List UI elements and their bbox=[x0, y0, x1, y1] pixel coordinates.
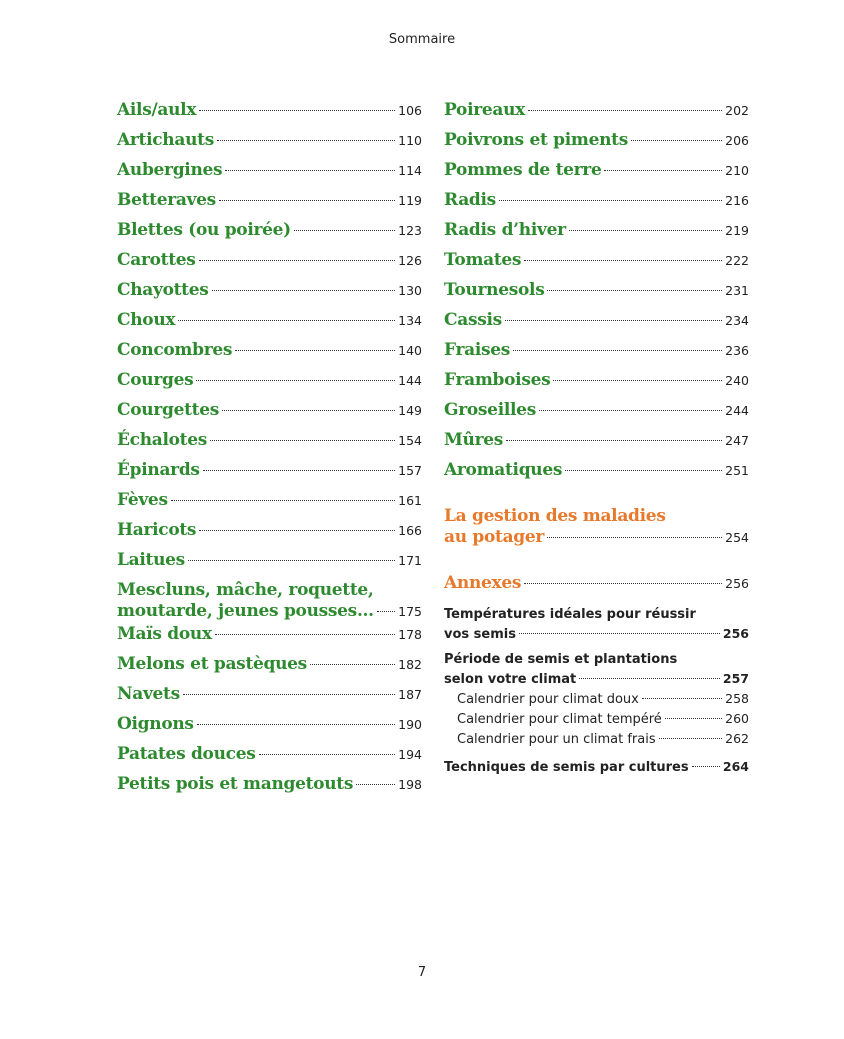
leader-dots bbox=[499, 200, 722, 201]
toc-entry-page: 231 bbox=[725, 283, 749, 298]
toc-entry-page: 123 bbox=[398, 223, 422, 238]
leader-dots bbox=[665, 718, 722, 719]
toc-entry-page: 219 bbox=[725, 223, 749, 238]
toc-entry[interactable] bbox=[444, 220, 749, 250]
toc-entry[interactable] bbox=[117, 400, 422, 430]
toc-entry[interactable] bbox=[117, 160, 422, 190]
toc-entry[interactable] bbox=[117, 310, 422, 340]
toc-entry-annexes[interactable] bbox=[444, 573, 749, 603]
toc-entry-title: Tomates bbox=[444, 250, 522, 270]
toc-sub-title: Techniques de semis par cultures bbox=[444, 760, 689, 775]
leader-dots bbox=[310, 664, 395, 665]
leader-dots bbox=[199, 110, 395, 111]
toc-entry[interactable] bbox=[117, 550, 422, 580]
toc-entry-page: 171 bbox=[398, 553, 422, 568]
toc-entry[interactable] bbox=[117, 774, 422, 804]
toc-sub-page: 262 bbox=[725, 731, 749, 746]
toc-entry-title: Haricots bbox=[117, 520, 197, 540]
toc-entry-title: Courges bbox=[117, 370, 194, 390]
leader-dots bbox=[528, 110, 722, 111]
toc-entry-title: Épinards bbox=[117, 460, 200, 480]
toc-entry-page: 247 bbox=[725, 433, 749, 448]
toc-entry[interactable] bbox=[117, 744, 422, 774]
leader-dots bbox=[178, 320, 395, 321]
toc-entry-page: 198 bbox=[398, 777, 422, 792]
toc-sub-techniques[interactable] bbox=[444, 757, 749, 777]
toc-entry-title: Mescluns, mâche, roquette, bbox=[117, 580, 374, 600]
toc-entry[interactable] bbox=[117, 370, 422, 400]
leader-dots bbox=[196, 380, 395, 381]
leader-dots bbox=[188, 560, 395, 561]
toc-sub-page: 257 bbox=[722, 671, 749, 686]
toc-entry[interactable] bbox=[444, 310, 749, 340]
toc-entry-title: Radis bbox=[444, 190, 496, 210]
leader-dots bbox=[659, 738, 723, 739]
toc-entry[interactable] bbox=[117, 280, 422, 310]
toc-entry[interactable] bbox=[444, 250, 749, 280]
toc-entry[interactable] bbox=[117, 130, 422, 160]
toc-entry-page: 234 bbox=[725, 313, 749, 328]
toc-entry-title: Groseilles bbox=[444, 400, 536, 420]
leader-dots bbox=[524, 583, 722, 584]
toc-entry[interactable] bbox=[444, 100, 749, 130]
toc-sub-title: Températures idéales pour réussir bbox=[444, 607, 696, 622]
toc-entry-page: 236 bbox=[725, 343, 749, 358]
leader-dots bbox=[212, 290, 396, 291]
toc-entry-title: Melons et pastèques bbox=[117, 654, 307, 674]
toc-entry[interactable] bbox=[117, 714, 422, 744]
toc-entry-title: Radis d’hiver bbox=[444, 220, 566, 240]
toc-entry-page: 206 bbox=[725, 133, 749, 148]
leader-dots bbox=[631, 140, 722, 141]
toc-entry[interactable] bbox=[444, 340, 749, 370]
toc-sub-periode[interactable] bbox=[444, 650, 749, 749]
toc-entry[interactable] bbox=[117, 624, 422, 654]
toc-entry-title: Poireaux bbox=[444, 100, 526, 120]
toc-entry[interactable] bbox=[444, 130, 749, 160]
toc-entry[interactable] bbox=[444, 460, 749, 490]
toc-entry-page: 244 bbox=[725, 403, 749, 418]
toc-entry-title: Ails/aulx bbox=[117, 100, 197, 120]
toc-sub-title: Calendrier pour climat doux bbox=[457, 692, 639, 707]
toc-entry-page: 190 bbox=[398, 717, 422, 732]
toc-entry[interactable] bbox=[444, 160, 749, 190]
toc-entry-title: Chayottes bbox=[117, 280, 209, 300]
toc-sub-temperatures[interactable] bbox=[444, 605, 749, 644]
toc-entry-title: Laitues bbox=[117, 550, 185, 570]
leader-dots bbox=[579, 678, 720, 679]
toc-entry-page: 210 bbox=[725, 163, 749, 178]
toc-entry-page: 126 bbox=[398, 253, 422, 268]
toc-entry[interactable] bbox=[117, 520, 422, 550]
toc-entry-page: 149 bbox=[398, 403, 422, 418]
toc-sub-title: Période de semis et plantations bbox=[444, 652, 678, 667]
leader-dots bbox=[539, 410, 722, 411]
toc-sub-page: 260 bbox=[725, 711, 749, 726]
leader-dots bbox=[225, 170, 395, 171]
toc-entry-title: Cassis bbox=[444, 310, 502, 330]
leader-dots bbox=[203, 470, 395, 471]
toc-entry-page: 157 bbox=[398, 463, 422, 478]
toc-entry-title: Mûres bbox=[444, 430, 504, 450]
leader-dots bbox=[642, 698, 722, 699]
toc-entry-page: 119 bbox=[398, 193, 422, 208]
toc-entry-title: Courgettes bbox=[117, 400, 219, 420]
toc-entry-title-cont: moutarde, jeunes pousses… bbox=[117, 601, 374, 621]
toc-entry-title: Aromatiques bbox=[444, 460, 563, 480]
toc-left-column bbox=[117, 100, 422, 804]
toc-entry-mesclun[interactable] bbox=[117, 580, 422, 622]
toc-entry-maladies[interactable] bbox=[444, 506, 749, 548]
leader-dots bbox=[222, 410, 395, 411]
toc-entry[interactable] bbox=[117, 250, 422, 280]
toc-entry-page: 194 bbox=[398, 747, 422, 762]
toc-entry[interactable] bbox=[444, 280, 749, 310]
toc-entry-title: Patates douces bbox=[117, 744, 256, 764]
toc-right-column bbox=[444, 100, 749, 777]
toc-sub-title: Calendrier pour un climat frais bbox=[457, 732, 656, 747]
leader-dots bbox=[513, 350, 722, 351]
leader-dots bbox=[524, 260, 722, 261]
leader-dots bbox=[692, 766, 720, 767]
toc-entry-title: La gestion des maladies bbox=[444, 506, 666, 526]
page-number: 7 bbox=[417, 965, 427, 980]
leader-dots bbox=[519, 633, 720, 634]
toc-entry[interactable] bbox=[117, 190, 422, 220]
toc-entry[interactable] bbox=[117, 100, 422, 130]
toc-entry[interactable] bbox=[444, 370, 749, 400]
toc-entry[interactable] bbox=[117, 460, 422, 490]
toc-entry[interactable] bbox=[117, 654, 422, 684]
toc-entry-title: Petits pois et mangetouts bbox=[117, 774, 354, 794]
toc-entry-title: Aubergines bbox=[117, 160, 223, 180]
toc-sub-item[interactable] bbox=[444, 689, 749, 709]
toc-entry-title: Maïs doux bbox=[117, 624, 212, 644]
leader-dots bbox=[199, 260, 396, 261]
toc-entry-page: 130 bbox=[398, 283, 422, 298]
toc-entry[interactable] bbox=[117, 220, 422, 250]
toc-entry-page: 114 bbox=[398, 163, 422, 178]
leader-dots bbox=[569, 230, 722, 231]
leader-dots bbox=[217, 140, 395, 141]
leader-dots bbox=[553, 380, 722, 381]
toc-entry-title: Concombres bbox=[117, 340, 233, 360]
toc-entry[interactable] bbox=[117, 490, 422, 520]
toc-entry-page: 222 bbox=[725, 253, 749, 268]
leader-dots bbox=[197, 724, 395, 725]
toc-entry[interactable] bbox=[444, 400, 749, 430]
toc-entry[interactable] bbox=[117, 340, 422, 370]
toc-entry[interactable] bbox=[117, 684, 422, 714]
toc-entry-title: Betteraves bbox=[117, 190, 216, 210]
leader-dots bbox=[547, 290, 722, 291]
toc-entry-page: 134 bbox=[398, 313, 422, 328]
leader-dots bbox=[505, 320, 722, 321]
toc-entry-title-cont: au potager bbox=[444, 527, 545, 547]
toc-entry-page: 251 bbox=[725, 463, 749, 478]
toc-entry-page: 175 bbox=[398, 604, 422, 619]
leader-dots bbox=[604, 170, 722, 171]
toc-entry-page: 240 bbox=[725, 373, 749, 388]
leader-dots bbox=[294, 230, 395, 231]
toc-entry-page: 182 bbox=[398, 657, 422, 672]
toc-entry-page: 178 bbox=[398, 627, 422, 642]
leader-dots bbox=[356, 784, 395, 785]
toc-entry-page: 216 bbox=[725, 193, 749, 208]
toc-entry-title: Choux bbox=[117, 310, 176, 330]
toc-entry-page: 254 bbox=[725, 530, 749, 545]
toc-entry-title: Oignons bbox=[117, 714, 194, 734]
leader-dots bbox=[565, 470, 722, 471]
leader-dots bbox=[219, 200, 395, 201]
toc-entry-page: 140 bbox=[398, 343, 422, 358]
toc-entry-title: Navets bbox=[117, 684, 180, 704]
toc-entry-page: 110 bbox=[398, 133, 422, 148]
leader-dots bbox=[171, 500, 395, 501]
leader-dots bbox=[506, 440, 722, 441]
toc-sub-page: 264 bbox=[722, 759, 749, 774]
toc-entry-page: 161 bbox=[398, 493, 422, 508]
toc-entry-title: Artichauts bbox=[117, 130, 214, 150]
toc-entry-page: 166 bbox=[398, 523, 422, 538]
toc-entry[interactable] bbox=[444, 430, 749, 460]
page-header: Sommaire bbox=[388, 32, 456, 47]
toc-entry-title: Fraises bbox=[444, 340, 511, 360]
leader-dots bbox=[547, 537, 722, 538]
leader-dots bbox=[183, 694, 395, 695]
toc-entry-title: Échalotes bbox=[117, 430, 208, 450]
toc-entry-title: Blettes (ou poirée) bbox=[117, 220, 291, 240]
toc-entry-title: Framboises bbox=[444, 370, 551, 390]
toc-entry-page: 144 bbox=[398, 373, 422, 388]
toc-entry-title: Annexes bbox=[444, 573, 522, 593]
leader-dots bbox=[210, 440, 395, 441]
leader-dots bbox=[377, 611, 395, 612]
toc-entry-page: 202 bbox=[725, 103, 749, 118]
toc-sub-page: 256 bbox=[722, 626, 749, 641]
toc-entry[interactable] bbox=[117, 430, 422, 460]
toc-sub-title-cont: vos semis bbox=[444, 627, 516, 642]
leader-dots bbox=[259, 754, 396, 755]
toc-entry-title: Poivrons et piments bbox=[444, 130, 628, 150]
toc-entry-title: Fèves bbox=[117, 490, 168, 510]
toc-sub-title: Calendrier pour climat tempéré bbox=[457, 712, 662, 727]
leader-dots bbox=[215, 634, 395, 635]
toc-sub-item[interactable] bbox=[444, 709, 749, 729]
toc-entry-page: 256 bbox=[725, 576, 749, 591]
toc-entry-page: 187 bbox=[398, 687, 422, 702]
leader-dots bbox=[235, 350, 395, 351]
toc-sub-title-cont: selon votre climat bbox=[444, 672, 577, 687]
toc-entry-page: 154 bbox=[398, 433, 422, 448]
leader-dots bbox=[199, 530, 395, 531]
toc-sub-page: 258 bbox=[725, 691, 749, 706]
toc-sub-item[interactable] bbox=[444, 729, 749, 749]
toc-entry-page: 106 bbox=[398, 103, 422, 118]
toc-entry-title: Carottes bbox=[117, 250, 196, 270]
toc-entry-title: Tournesols bbox=[444, 280, 545, 300]
toc-entry-title: Pommes de terre bbox=[444, 160, 602, 180]
toc-entry[interactable] bbox=[444, 190, 749, 220]
